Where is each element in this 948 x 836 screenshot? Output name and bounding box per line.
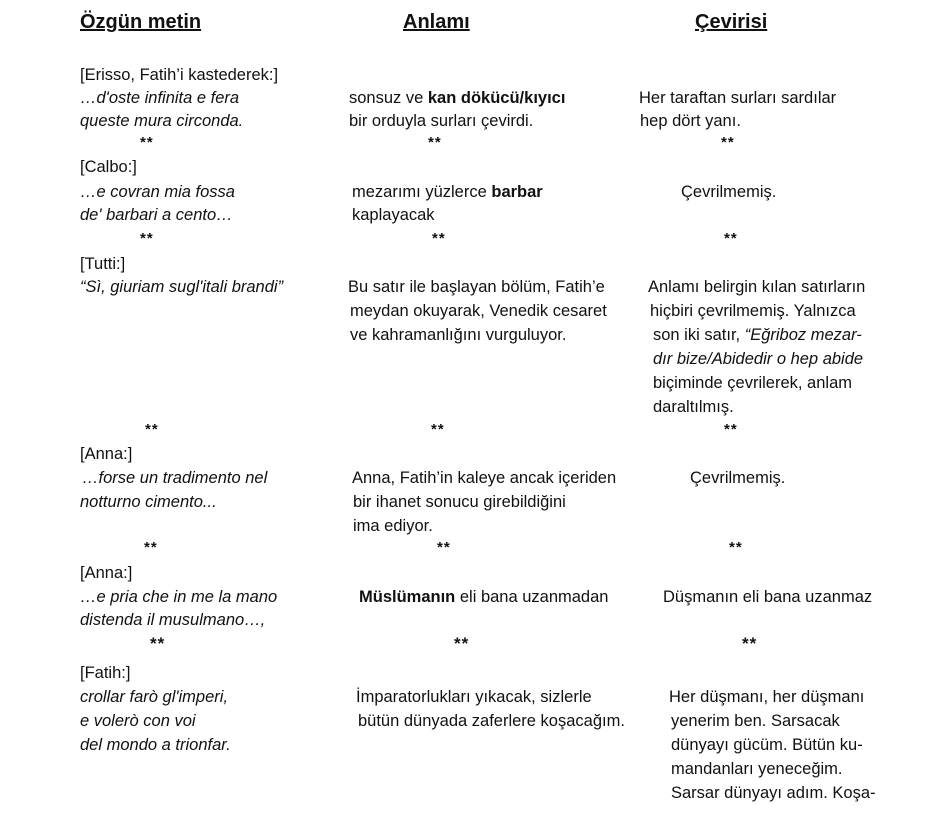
meaning-line: bir orduyla surları çevirdi. [349, 112, 534, 130]
separator: ** [721, 134, 735, 151]
header-meaning: Anlamı [403, 11, 470, 33]
original-line: distenda il musulmano…, [80, 611, 266, 629]
separator: ** [145, 421, 159, 438]
meaning-line: mezarımı yüzlerce barbar [352, 183, 543, 201]
translation-line: yenerim ben. Sarsacak [671, 712, 840, 730]
meaning-line: kaplayacak [352, 206, 435, 224]
original-line: …e pria che in me la mano [80, 588, 278, 606]
separator: ** [729, 539, 743, 556]
original-line: de' barbari a cento… [80, 206, 233, 224]
translation-line: Çevrilmemiş. [681, 183, 777, 201]
header-translation: Çevirisi [695, 11, 768, 33]
translation-line: Her taraftan surları sardılar [639, 89, 837, 107]
translation-line: dır bize/Abidedir o hep abide [653, 350, 864, 368]
speaker-calbo: [Calbo:] [80, 158, 137, 176]
header-original: Özgün metin [80, 11, 202, 33]
meaning-line: bir ihanet sonucu girebildiğini [353, 493, 566, 511]
separator: ** [437, 539, 451, 556]
translation-line: hep dört yanı. [640, 112, 741, 130]
translation-line: hiçbiri çevrilmemiş. Yalnızca [650, 302, 856, 320]
original-line: e volerò con voi [80, 712, 196, 730]
speaker-anna: [Anna:] [80, 445, 133, 463]
original-line: crollar farò gl'imperi, [80, 688, 229, 706]
original-line: …forse un tradimento nel [82, 469, 268, 487]
separator: ** [454, 634, 470, 653]
speaker-fatih: [Fatih:] [80, 664, 131, 682]
meaning-line: sonsuz ve kan dökücü/kıyıcı [349, 89, 566, 107]
original-line: del mondo a trionfar. [80, 736, 231, 754]
separator: ** [428, 134, 442, 151]
translation-line: Sarsar dünyayı adım. Koşa- [671, 784, 876, 802]
original-line: notturno cimento... [80, 493, 217, 511]
meaning-line: Bu satır ile başlayan bölüm, Fatih’e [348, 278, 605, 296]
meaning-line: bütün dünyada zaferlere koşacağım. [358, 712, 625, 730]
translation-line: biçiminde çevrilerek, anlam [653, 374, 852, 392]
translation-line: son iki satır, “Eğriboz mezar- [653, 326, 862, 344]
separator: ** [724, 421, 738, 438]
translation-line: daraltılmış. [653, 398, 734, 416]
translation-line: mandanları yeneceğim. [671, 760, 843, 778]
meaning-line: meydan okuyarak, Venedik cesaret [350, 302, 607, 320]
translation-line: Anlamı belirgin kılan satırların [648, 278, 866, 296]
translation-line: Düşmanın eli bana uzanmaz [663, 588, 873, 606]
translation-line: dünyayı gücüm. Bütün ku- [671, 736, 863, 754]
separator: ** [432, 230, 446, 247]
translation-line: Çevrilmemiş. [690, 469, 786, 487]
original-line: …d'oste infinita e fera [80, 89, 240, 107]
speaker-anna: [Anna:] [80, 564, 133, 582]
separator: ** [140, 230, 154, 247]
meaning-line: Müslümanın eli bana uzanmadan [359, 588, 609, 606]
separator: ** [150, 634, 166, 653]
meaning-line: ve kahramanlığını vurguluyor. [350, 326, 567, 344]
speaker-tutti: [Tutti:] [80, 255, 126, 273]
separator: ** [140, 134, 154, 151]
separator: ** [724, 230, 738, 247]
separator: ** [431, 421, 445, 438]
meaning-line: İmparatorlukları yıkacak, sizlerle [356, 688, 592, 706]
separator: ** [144, 539, 158, 556]
original-line: queste mura circonda. [80, 112, 244, 130]
speaker-erisso: [Erisso, Fatih’i kastederek:] [80, 66, 279, 84]
separator: ** [742, 634, 758, 653]
translation-line: Her düşmanı, her düşmanı [669, 688, 865, 706]
original-line: …e covran mia fossa [80, 183, 235, 201]
original-line: “Sì, giuriam sugl'itali brandi” [80, 278, 284, 296]
meaning-line: Anna, Fatih’in kaleye ancak içeriden [352, 469, 617, 487]
meaning-line: ima ediyor. [353, 517, 433, 535]
